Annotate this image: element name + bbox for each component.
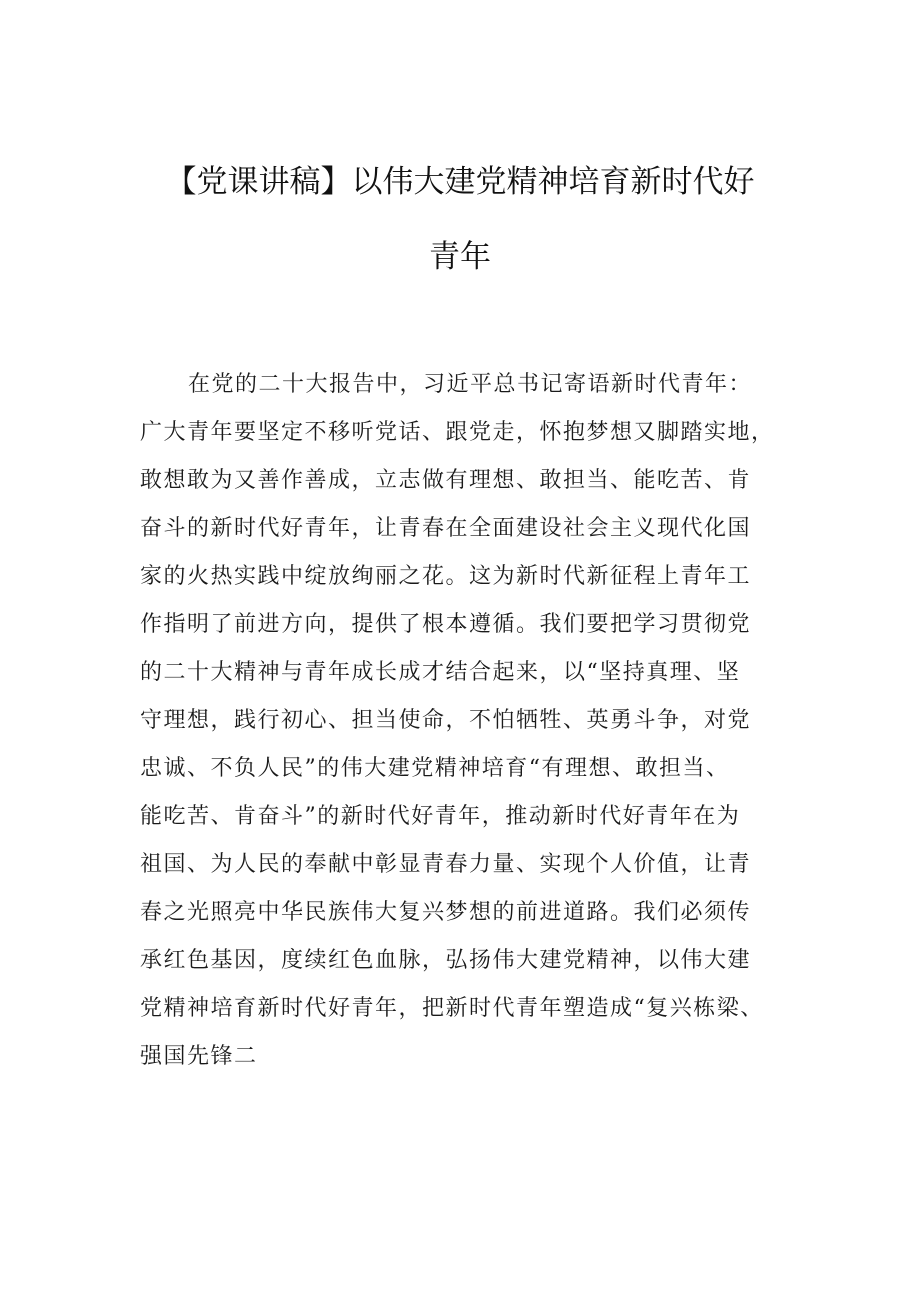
body-line: 祖国、为人民的奉献中彰显青春力量、实现个人价值，让青	[140, 852, 752, 877]
body-line: 强国先锋二	[140, 1044, 258, 1069]
body-line: 党精神培育新时代好青年，把新时代青年塑造成“复兴栋梁、	[140, 996, 764, 1021]
body-line: 家的火热实践中绽放绚丽之花。这为新时代新征程上青年工	[140, 564, 752, 589]
body-line: 忠诚、不负人民”的伟大建党精神培育“有理想、敢担当、	[140, 756, 730, 781]
body-line: 作指明了前进方向，提供了根本遵循。我们要把学习贯彻党	[140, 612, 752, 637]
body-line: 能吃苦、肯奋斗”的新时代好青年，推动新时代好青年在为	[140, 804, 741, 829]
body-line: 承红色基因，度续红色血脉，弘扬伟大建党精神，以伟大建	[140, 948, 752, 973]
body-line: 敢想敢为又善作善成，立志做有理想、敢担当、能吃苦、肯	[140, 468, 752, 493]
body-line: 广大青年要坚定不移听党话、跟党走，怀抱梦想又脚踏实地，	[140, 420, 775, 445]
document-title-line-2: 青年	[429, 239, 491, 275]
body-line: 春之光照亮中华民族伟大复兴梦想的前进道路。我们必须传	[140, 900, 752, 925]
body-line: 奋斗的新时代好青年，让青春在全面建设社会主义现代化国	[140, 516, 752, 541]
body-line: 守理想，践行初心、担当使命，不怕牺牲、英勇斗争，对党	[140, 708, 752, 733]
body-line: 的二十大精神与青年成长成才结合起来，以“坚持真理、坚	[140, 660, 741, 685]
body-line: 在党的二十大报告中，习近平总书记寄语新时代青年：	[188, 372, 753, 397]
document-title-line-1: 【党课讲稿】以伟大建党精神培育新时代好	[165, 164, 755, 200]
document-body	[140, 361, 820, 1101]
